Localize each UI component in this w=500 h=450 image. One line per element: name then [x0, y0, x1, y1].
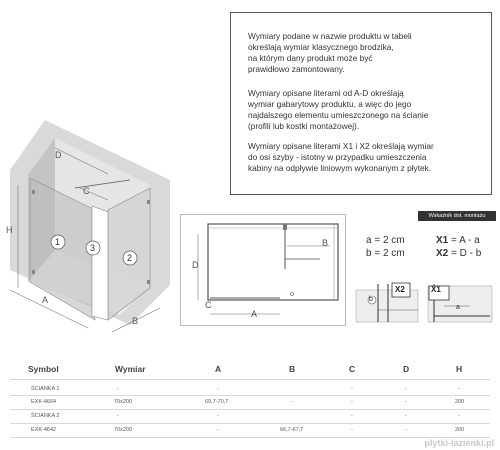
- isometric-shower-drawing: [0, 110, 175, 350]
- detail-label-a: a: [456, 304, 460, 311]
- iso-label-b: B: [132, 316, 139, 326]
- cell-symbol: ŚCIANKA 2: [31, 413, 60, 419]
- watermark: plytki-lazienki.pl: [424, 438, 494, 448]
- mounting-tag: Wskaźnik dot. montażu: [418, 211, 496, 221]
- iso-label-a: A: [42, 295, 49, 305]
- cell-b: 66,7-67,7: [280, 427, 304, 433]
- cell-c: -: [351, 386, 353, 392]
- detail-x2-drawing: [352, 278, 424, 326]
- cell-c: -: [351, 413, 353, 419]
- cell-wymiar: 70x200: [114, 427, 133, 433]
- info-paragraph-3: Wymiary opisane literami X1 i X2 określają wymiar do osi szyby - istotny w przypadku umieszczenia kabiny na odpływie liniowym wykonanym z płytek.: [248, 141, 434, 173]
- plan-label-d: D: [192, 260, 199, 270]
- cell-symbol: ŚCIANKA 1: [31, 386, 60, 392]
- info-paragraph-2: Wymiary opisane literami od A-D określają wymiar gabarytowy produktu, a więc do jego najdalszego elementu umieszczonego na ścianie (profili lub kostki montażowej).: [248, 88, 429, 131]
- cell-a: -: [217, 386, 219, 392]
- cell-c: -: [351, 399, 353, 405]
- iso-label-c: C: [83, 186, 90, 196]
- detail-label-x1: X1: [431, 285, 441, 294]
- col-header-c: C: [349, 364, 356, 374]
- formula-x2: X2 = D - b: [436, 248, 482, 259]
- detail-label-b: b: [369, 296, 373, 303]
- col-header-wymiar: Wymiar: [115, 364, 146, 374]
- cell-c: -: [351, 427, 353, 433]
- col-header-symbol: Symbol: [28, 364, 59, 374]
- info-paragraph-1: Wymiary podane w nazwie produktu w tabeli określają wymiar klasycznego brodzika, na którym dany produkt może być prawidłowo zamontowany.: [248, 31, 412, 74]
- plan-label-b: B: [322, 238, 329, 248]
- plan-label-c: C: [205, 300, 212, 310]
- cell-b: -: [291, 399, 293, 405]
- cell-h: 200: [455, 399, 465, 405]
- formula-x1: X1 = A - a: [436, 235, 480, 246]
- cell-d: -: [405, 399, 407, 405]
- panel-number-2: 2: [127, 253, 133, 263]
- col-header-a: A: [215, 364, 222, 374]
- iso-label-h: H: [6, 225, 13, 235]
- detail-label-x2: X2: [395, 285, 405, 294]
- panel-number-3: 3: [90, 243, 96, 253]
- panel-number-1: 1: [55, 237, 61, 247]
- col-header-b: B: [289, 364, 296, 374]
- spec-table: [0, 355, 500, 450]
- cell-wymiar: 70x200: [114, 399, 133, 405]
- cell-d: -: [405, 427, 407, 433]
- cell-d: -: [405, 413, 407, 419]
- cell-a: -: [217, 427, 219, 433]
- plan-label-a: A: [251, 309, 258, 319]
- cell-wymiar: -: [117, 386, 119, 392]
- cell-h: -: [458, 386, 460, 392]
- formula-a: a = 2 cm: [366, 235, 405, 246]
- cell-d: -: [405, 386, 407, 392]
- formula-b: b = 2 cm: [366, 248, 405, 259]
- cell-wymiar: -: [117, 413, 119, 419]
- cell-h: -: [458, 413, 460, 419]
- info-box: [230, 12, 492, 195]
- cell-a: -: [217, 413, 219, 419]
- iso-label-d: D: [55, 150, 62, 160]
- col-header-h: H: [456, 364, 463, 374]
- cell-symbol: EXK-4664: [31, 399, 57, 405]
- cell-a: 69,7-70,7: [205, 399, 229, 405]
- cell-symbol: EXK-4642: [31, 427, 57, 433]
- cell-h: 200: [455, 427, 465, 433]
- col-header-d: D: [403, 364, 410, 374]
